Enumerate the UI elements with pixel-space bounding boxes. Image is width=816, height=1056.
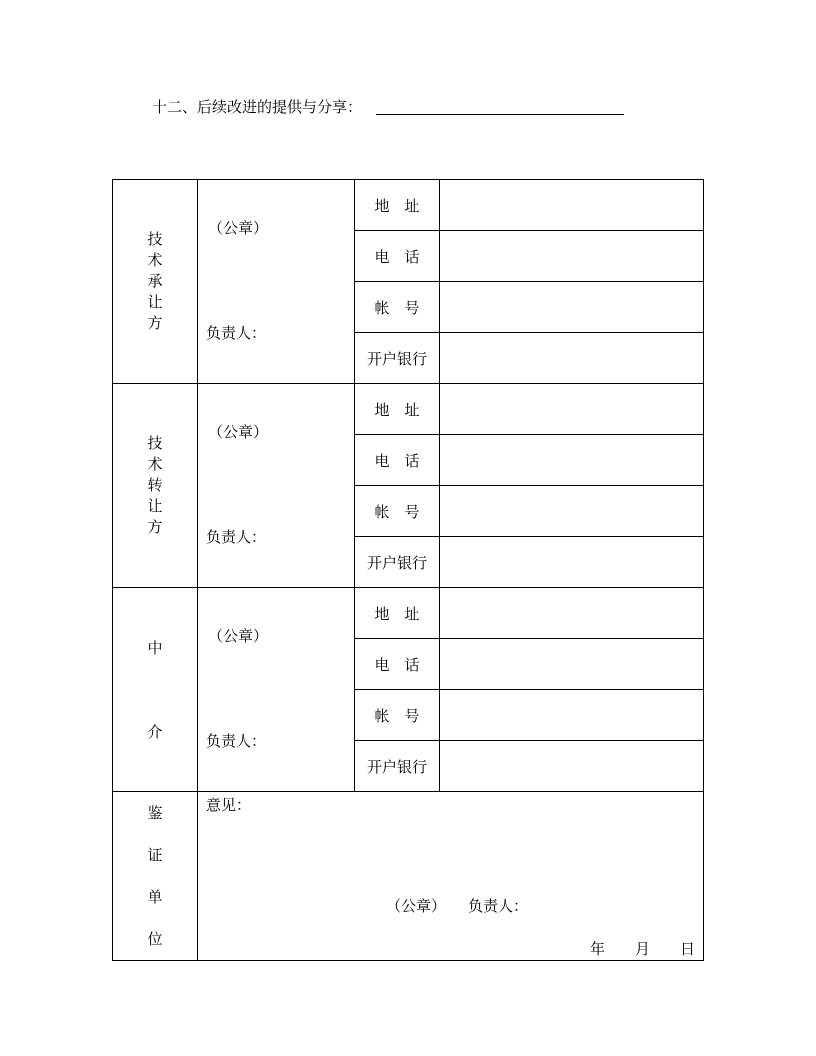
verifier-signature: [386, 895, 528, 916]
seal-label: （公章）: [208, 423, 269, 441]
signature-table: [112, 179, 704, 961]
table-row: [113, 588, 704, 639]
table-row: [113, 792, 704, 961]
party-name-char: 方: [147, 314, 163, 332]
address-label: 地 址: [355, 588, 440, 639]
heading-blank-line[interactable]: [376, 114, 624, 115]
table-row: [113, 384, 704, 435]
party-name-char: 中: [147, 638, 163, 657]
address-field[interactable]: [440, 588, 704, 639]
party-name: [113, 433, 197, 538]
bank-field[interactable]: [440, 537, 704, 588]
phone-label: 电 话: [355, 639, 440, 690]
account-field[interactable]: [440, 282, 704, 333]
party-name: [113, 229, 197, 334]
party-name-char: 承: [147, 272, 163, 290]
phone-field[interactable]: [440, 435, 704, 486]
bank-label: 开户银行: [355, 741, 440, 792]
month-label: 月: [634, 940, 650, 958]
section-heading-text: 十二、后续改进的提供与分享：: [152, 98, 363, 116]
party-name-char: 技: [147, 434, 163, 452]
party-name-char: 方: [147, 518, 163, 536]
party-name-cell: [113, 180, 198, 384]
verifier-name-char: 鉴: [147, 804, 163, 822]
address-field[interactable]: [440, 180, 704, 231]
party-name-cell: [113, 588, 198, 792]
party-name-char: 技: [147, 230, 163, 248]
verifier-name-char: 位: [147, 930, 163, 948]
party-name: [113, 606, 197, 774]
account-label: 帐 号: [355, 690, 440, 741]
party-name-char: 让: [147, 497, 163, 515]
day-label: 日: [679, 940, 695, 958]
year-label: 年: [589, 940, 605, 958]
date-line: [590, 938, 695, 959]
verifier-name-char: 单: [147, 888, 163, 906]
seal-cell[interactable]: [198, 588, 355, 792]
responsible-person-label: 负责人：: [206, 528, 267, 546]
party-name-char: 转: [147, 476, 163, 494]
phone-field[interactable]: [440, 639, 704, 690]
bank-label: 开户银行: [355, 333, 440, 384]
opinion-field[interactable]: [198, 792, 704, 961]
responsible-person-label: 负责人：: [206, 732, 267, 750]
table-row: [113, 180, 704, 231]
party-name-char: 介: [147, 722, 163, 741]
account-field[interactable]: [440, 486, 704, 537]
party-name-char: 让: [147, 293, 163, 311]
bank-label: 开户银行: [355, 537, 440, 588]
address-label: 地 址: [355, 384, 440, 435]
verifier-seal-label: （公章）: [386, 897, 447, 915]
opinion-label: 意见：: [206, 796, 252, 814]
address-label: 地 址: [355, 180, 440, 231]
bank-field[interactable]: [440, 333, 704, 384]
account-label: 帐 号: [355, 486, 440, 537]
seal-label: （公章）: [208, 219, 269, 237]
verifier-responsible-label: 负责人：: [468, 897, 529, 915]
verifier-name-cell: [113, 792, 198, 961]
party-name-cell: [113, 384, 198, 588]
party-name-char: 术: [147, 251, 163, 269]
seal-label: （公章）: [208, 627, 269, 645]
phone-field[interactable]: [440, 231, 704, 282]
seal-cell[interactable]: [198, 180, 355, 384]
account-field[interactable]: [440, 690, 704, 741]
responsible-person-label: 负责人：: [206, 324, 267, 342]
account-label: 帐 号: [355, 282, 440, 333]
phone-label: 电 话: [355, 435, 440, 486]
phone-label: 电 话: [355, 231, 440, 282]
bank-field[interactable]: [440, 741, 704, 792]
verifier-name: [113, 792, 197, 960]
party-name-char: 术: [147, 455, 163, 473]
verifier-name-char: 证: [147, 846, 163, 864]
section-heading: [152, 96, 624, 117]
seal-cell[interactable]: [198, 384, 355, 588]
address-field[interactable]: [440, 384, 704, 435]
